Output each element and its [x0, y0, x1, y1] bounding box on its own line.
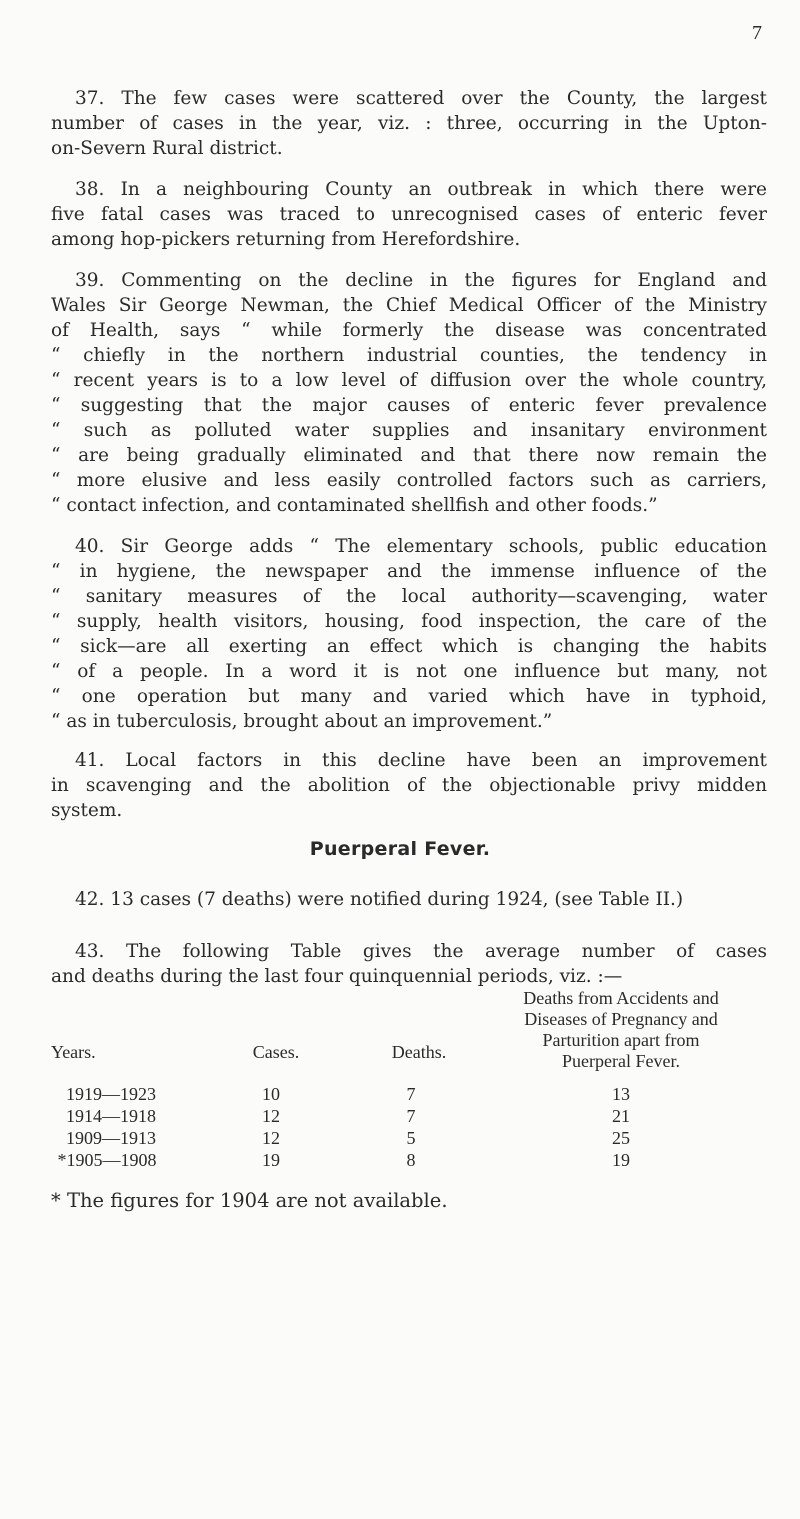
cell-years: 1909—1913 — [66, 1128, 156, 1148]
paragraph-line: “ contact infection, and contaminated shellfish and other foods.” — [51, 495, 658, 516]
paragraph-line: of Health, says “ while formerly the disease was concentrated — [51, 320, 767, 341]
paragraph-line: 41. Local factors in this decline have been an improvement — [75, 750, 767, 771]
table-row — [51, 1150, 767, 1172]
paragraph-line: “ suggesting that the major causes of enteric fever prevalence — [51, 395, 767, 416]
cell-years: *1905—1908 — [57, 1150, 157, 1170]
footnote: * The figures for 1904 are not available. — [51, 1189, 448, 1212]
paragraph-line: in scavenging and the abolition of the objectionable privy midden — [51, 775, 767, 796]
cell-deaths: 8 — [406, 1150, 416, 1170]
paragraph-43 — [51, 939, 767, 989]
paragraph-line: 39. Commenting on the decline in the figures for England and — [75, 270, 767, 291]
header-other-line: Puerperal Fever. — [562, 1051, 680, 1071]
cell-other: 25 — [612, 1128, 630, 1148]
paragraph-line: and deaths during the last four quinquennial periods, viz. :— — [51, 966, 623, 987]
header-other-line: Deaths from Accidents and — [523, 988, 719, 1008]
cell-other: 21 — [612, 1106, 630, 1126]
paragraph-line: among hop-pickers returning from Herefordshire. — [51, 229, 521, 250]
page-number: 7 — [752, 22, 762, 44]
cell-cases: 12 — [262, 1106, 280, 1126]
paragraph-line: “ one operation but many and varied which have in typhoid, — [51, 686, 767, 707]
paragraph-40 — [51, 534, 767, 734]
paragraph-line: 42. 13 cases (7 deaths) were notified during 1924, (see Table II.) — [75, 889, 684, 910]
header-other-deaths — [471, 988, 771, 1072]
cell-years: 1919—1923 — [66, 1084, 156, 1104]
paragraph-37 — [51, 86, 767, 161]
cell-deaths: 7 — [406, 1084, 416, 1104]
paragraph-42 — [51, 887, 767, 912]
header-cases: Cases. — [252, 1042, 300, 1062]
cell-other: 13 — [612, 1084, 630, 1104]
section-heading: Puerperal Fever. — [309, 838, 491, 860]
paragraph-line: system. — [51, 800, 123, 821]
paragraph-line: “ in hygiene, the newspaper and the immense influence of the — [51, 561, 767, 582]
paragraph-line: “ sick—are all exerting an effect which is changing the habits — [51, 636, 767, 657]
cell-cases: 10 — [262, 1084, 280, 1104]
table-row — [51, 1128, 767, 1150]
paragraph-line: Wales Sir George Newman, the Chief Medical Officer of the Ministry — [51, 295, 767, 316]
header-other-line: Diseases of Pregnancy and — [524, 1009, 718, 1029]
paragraph-line: 38. In a neighbouring County an outbreak in which there were — [75, 179, 767, 200]
cell-other: 19 — [612, 1150, 630, 1170]
cell-deaths: 7 — [406, 1106, 416, 1126]
paragraph-line: 43. The following Table gives the average number of cases — [75, 941, 767, 962]
paragraph-line: “ as in tuberculosis, brought about an improvement.” — [51, 711, 553, 732]
header-other-line: Parturition apart from — [542, 1030, 700, 1050]
paragraph-line: “ such as polluted water supplies and insanitary environment — [51, 420, 767, 441]
paragraph-39 — [51, 268, 767, 518]
cell-deaths: 5 — [406, 1128, 416, 1148]
paragraph-line: “ sanitary measures of the local authority—scavenging, water — [51, 586, 767, 607]
paragraph-line: “ recent years is to a low level of diffusion over the whole country, — [51, 370, 767, 391]
paragraph-line: five fatal cases was traced to unrecognised cases of enteric fever — [51, 204, 767, 225]
paragraph-line: 37. The few cases were scattered over the County, the largest — [75, 88, 767, 109]
paragraph-line: “ are being gradually eliminated and that there now remain the — [51, 445, 767, 466]
cell-years: 1914—1918 — [66, 1106, 156, 1126]
paragraph-line: on-Severn Rural district. — [51, 138, 283, 159]
paragraph-line: “ supply, health visitors, housing, food inspection, the care of the — [51, 611, 767, 632]
paragraph-line: number of cases in the year, viz. : three, occurring in the Upton- — [51, 113, 767, 134]
paragraph-41 — [51, 748, 767, 823]
paragraph-line: “ of a people. In a word it is not one influence but many, not — [51, 661, 767, 682]
header-deaths: Deaths. — [391, 1042, 447, 1062]
table-row — [51, 1084, 767, 1106]
paragraph-line: 40. Sir George adds “ The elementary schools, public education — [75, 536, 767, 557]
cell-cases: 12 — [262, 1128, 280, 1148]
header-years: Years. — [51, 1042, 96, 1062]
paragraph-line: “ more elusive and less easily controlled factors such as carriers, — [51, 470, 767, 491]
table-row — [51, 1106, 767, 1128]
paragraph-38 — [51, 177, 767, 252]
paragraph-line: “ chiefly in the northern industrial counties, the tendency in — [51, 345, 767, 366]
cell-cases: 19 — [262, 1150, 280, 1170]
